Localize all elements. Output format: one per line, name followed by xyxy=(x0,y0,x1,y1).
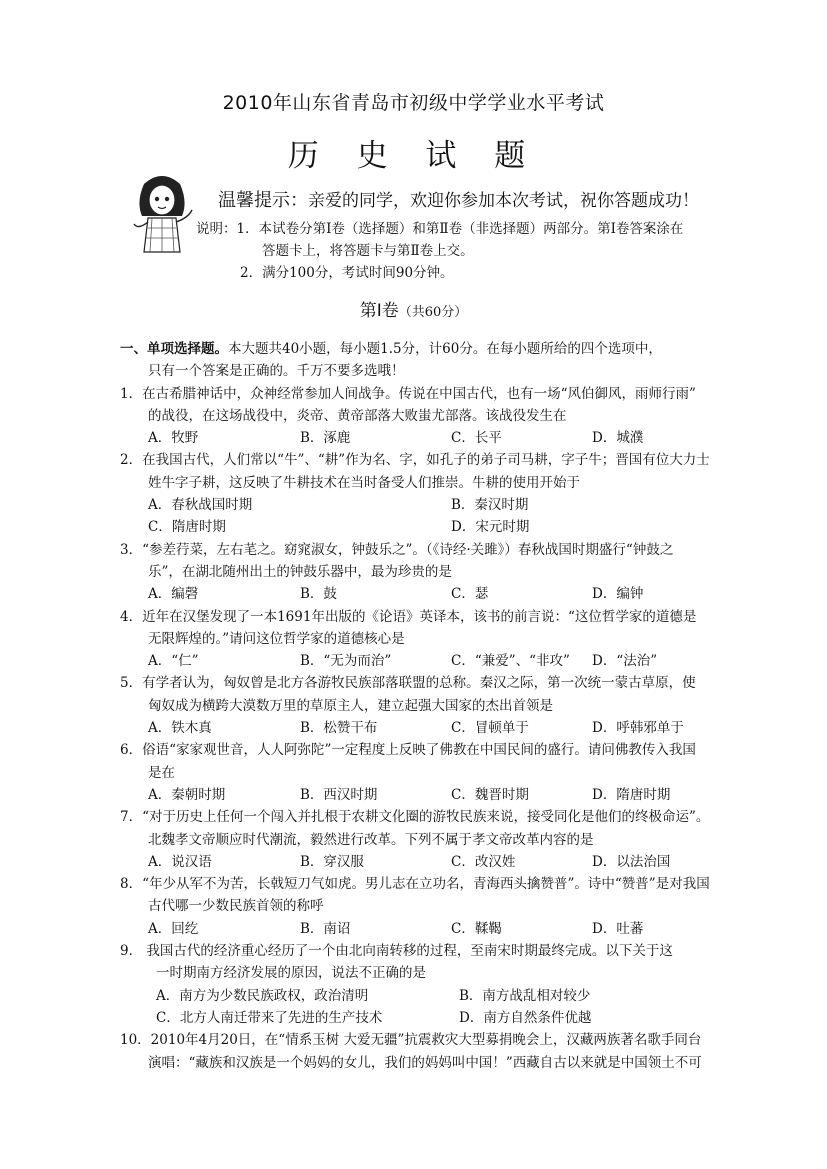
answer-option[interactable]: A．牧野 xyxy=(148,430,199,447)
answer-option[interactable]: B．穿汉服 xyxy=(300,853,364,870)
answer-option[interactable]: C．“兼爱”、“非攻” xyxy=(451,653,570,670)
option-row xyxy=(120,494,760,516)
option-row xyxy=(120,985,760,1007)
instructions-line: 只有一个答案是正确的。千万不要多选哦！ xyxy=(148,363,405,380)
option-row xyxy=(120,650,760,672)
question-text: 是在 xyxy=(148,764,175,781)
note-line: 答题卡上，将答题卡与第Ⅱ卷上交。 xyxy=(262,243,474,259)
question-text: 的战役，在这场战役中，炎帝、黄帝部落大败蚩尤部落。该战役发生在 xyxy=(148,407,567,424)
warm-tip xyxy=(218,186,699,212)
note-line: 2．满分100分，考试时间90分钟。 xyxy=(240,265,454,281)
answer-option[interactable]: C．鞣鞨 xyxy=(451,920,502,937)
question-text: 3．“参差荇菜，左右芼之。窈窕淑女，钟鼓乐之”。（《诗经·关雎》）春秋战国时期盛行“钟鼓之 xyxy=(120,541,674,558)
answer-option[interactable]: A．回纥 xyxy=(148,920,199,937)
question-5 xyxy=(120,672,760,739)
answer-option[interactable]: A．南方为少数民族政权，政治清明 xyxy=(156,987,369,1004)
answer-option[interactable]: A．“仁” xyxy=(148,653,199,670)
answer-option[interactable]: B．松赞干布 xyxy=(300,720,378,737)
section-name: 第Ⅰ卷 xyxy=(359,301,399,321)
answer-option[interactable]: B．西汉时期 xyxy=(300,786,378,803)
question-text: 无限辉煌的。”请问这位哲学家的道德核心是 xyxy=(148,630,405,647)
question-text: 匈奴成为横跨大漠数万里的草原主人，建立起强大国家的杰出首领是 xyxy=(148,697,553,714)
answer-option[interactable]: B．南诏 xyxy=(300,920,351,937)
answer-option[interactable]: C．北方人南迁带来了先进的生产技术 xyxy=(156,1009,383,1026)
question-1 xyxy=(120,383,760,450)
option-row xyxy=(120,516,760,538)
question-text: 姓牛字子耕，这反映了牛耕技术在当时备受人们推崇。牛耕的使用开始于 xyxy=(148,474,580,491)
answer-option[interactable]: A．秦朝时期 xyxy=(148,786,226,803)
answer-option[interactable]: D．以法治国 xyxy=(592,853,671,870)
note-line: 说明：1．本试卷分第Ⅰ卷（选择题）和第Ⅱ卷（非选择题）两部分。第Ⅰ卷答案涂在 xyxy=(196,221,684,237)
answer-option[interactable]: D．宋元时期 xyxy=(451,519,530,536)
answer-option[interactable]: B．南方战乱相对较少 xyxy=(459,987,591,1004)
question-text: 5．有学者认为，匈奴曾是北方各游牧民族部落联盟的总称。秦汉之际，第一次统一蒙古草原，使 xyxy=(120,675,696,692)
warm-tip-label: 温馨提示： xyxy=(218,190,308,211)
answer-option[interactable]: C．冒顿单于 xyxy=(451,720,529,737)
answer-option[interactable]: D．城濮 xyxy=(592,430,644,447)
question-10 xyxy=(120,1029,760,1074)
option-row xyxy=(120,427,760,449)
question-text: 10．2010年4月20日，在“情系玉树 大爱无疆”抗震救灾大型募捐晚会上，汉藏两族著名歌手同台 xyxy=(120,1032,702,1049)
option-row xyxy=(120,717,760,739)
answer-option[interactable]: C．长平 xyxy=(451,430,502,447)
question-8 xyxy=(120,873,760,940)
question-3 xyxy=(120,539,760,606)
answer-option[interactable]: B．“无为而治” xyxy=(300,653,392,670)
option-row xyxy=(120,918,760,940)
answer-option[interactable]: A．铁木真 xyxy=(148,720,212,737)
question-7 xyxy=(120,806,760,873)
question-text: 古代哪一少数民族首领的称呼 xyxy=(148,898,324,915)
questions xyxy=(120,338,760,1074)
question-text: 1．在古希腊神话中，众神经常参加人间战争。传说在中国古代，也有一场“风伯御风，雨师行雨” xyxy=(120,385,696,402)
question-text: 7．“对于历史上任何一个闯入并扎根于农耕文化圈的游牧民族来说，接受同化是他们的终极命运”。 xyxy=(120,809,710,826)
question-text: 9． 我国古代的经济重心经历了一个由北向南转移的过程，至南宋时期最终完成。以下关于这 xyxy=(120,943,673,960)
question-text: 乐”，在湖北随州出土的钟鼓乐器中，最为珍贵的是 xyxy=(148,563,452,580)
answer-option[interactable]: B．秦汉时期 xyxy=(451,497,529,514)
answer-option[interactable]: A．春秋战国时期 xyxy=(148,497,253,514)
answer-option[interactable]: D．呼韩邪单于 xyxy=(592,720,684,737)
question-text: 北魏孝文帝顺应时代潮流，毅然进行改革。下列不属于孝文帝改革内容的是 xyxy=(148,831,594,848)
answer-option[interactable]: A．说汉语 xyxy=(148,853,212,870)
answer-option[interactable]: C．瑟 xyxy=(451,586,489,603)
subject-title: 历 史 试 题 xyxy=(287,138,540,174)
instructions-line: 本大题共40小题，每小题1.5分，计60分。在每小题所给的四个选项中， xyxy=(228,341,662,357)
answer-option[interactable]: B．涿鹿 xyxy=(300,430,351,447)
answer-option[interactable]: D．“法治” xyxy=(592,653,658,670)
answer-option[interactable]: C．隋唐时期 xyxy=(148,519,226,536)
exam-notes xyxy=(196,218,683,284)
answer-option[interactable]: C．魏晋时期 xyxy=(451,786,529,803)
instructions xyxy=(120,338,760,360)
question-list xyxy=(120,383,760,1074)
cartoon-girl-icon xyxy=(130,172,194,254)
answer-option[interactable]: B．鼓 xyxy=(300,586,337,603)
section-score: （共60分） xyxy=(398,305,468,320)
answer-option[interactable]: D．南方自然条件优越 xyxy=(459,1009,592,1026)
answer-option[interactable]: C．改汉姓 xyxy=(451,853,516,870)
instructions-heading: 一、单项选择题。 xyxy=(120,341,228,357)
option-row xyxy=(120,1007,760,1029)
section-title xyxy=(0,296,827,321)
question-4 xyxy=(120,606,760,673)
question-text: 2．在我国古代，人们常以“牛”、“耕”作为名、字，如孔子的弟子司马耕，字子牛；晋国有位大力士 xyxy=(120,452,710,469)
question-text: 4．近年在汉堡发现了一本1691年出版的《论语》英译本，该书的前言说：“这位哲学家的道德是 xyxy=(120,608,697,625)
question-text: 6．俗语“家家观世音，人人阿弥陀”一定程度上反映了佛教在中国民间的盛行。请问佛教传入我国 xyxy=(120,742,696,759)
exam-title: 2010年山东省青岛市初级中学学业水平考试 xyxy=(222,92,605,114)
question-6 xyxy=(120,739,760,806)
warm-tip-text: 亲爱的同学，欢迎你参加本次考试，祝你答题成功！ xyxy=(308,191,699,211)
question-9 xyxy=(120,940,760,1029)
option-row xyxy=(120,784,760,806)
question-text: 8．“年少从军不为苦，长戟短刀气如虎。男儿志在立功名，青海西头擒赞普”。诗中“赞普”是对我国 xyxy=(120,876,710,893)
answer-option[interactable]: D．吐蕃 xyxy=(592,920,644,937)
answer-option[interactable]: D．编钟 xyxy=(592,586,644,603)
question-2 xyxy=(120,449,760,538)
question-text: 一时期南方经济发展的原因，说法不正确的是 xyxy=(156,965,426,982)
question-text: 演唱：“藏族和汉族是一个妈妈的女儿，我们的妈妈叫中国！”西藏自古以来就是中国领土不可 xyxy=(148,1054,702,1071)
answer-option[interactable]: A．编磬 xyxy=(148,586,199,603)
option-row xyxy=(120,851,760,873)
option-row xyxy=(120,583,760,605)
answer-option[interactable]: D．隋唐时期 xyxy=(592,786,671,803)
